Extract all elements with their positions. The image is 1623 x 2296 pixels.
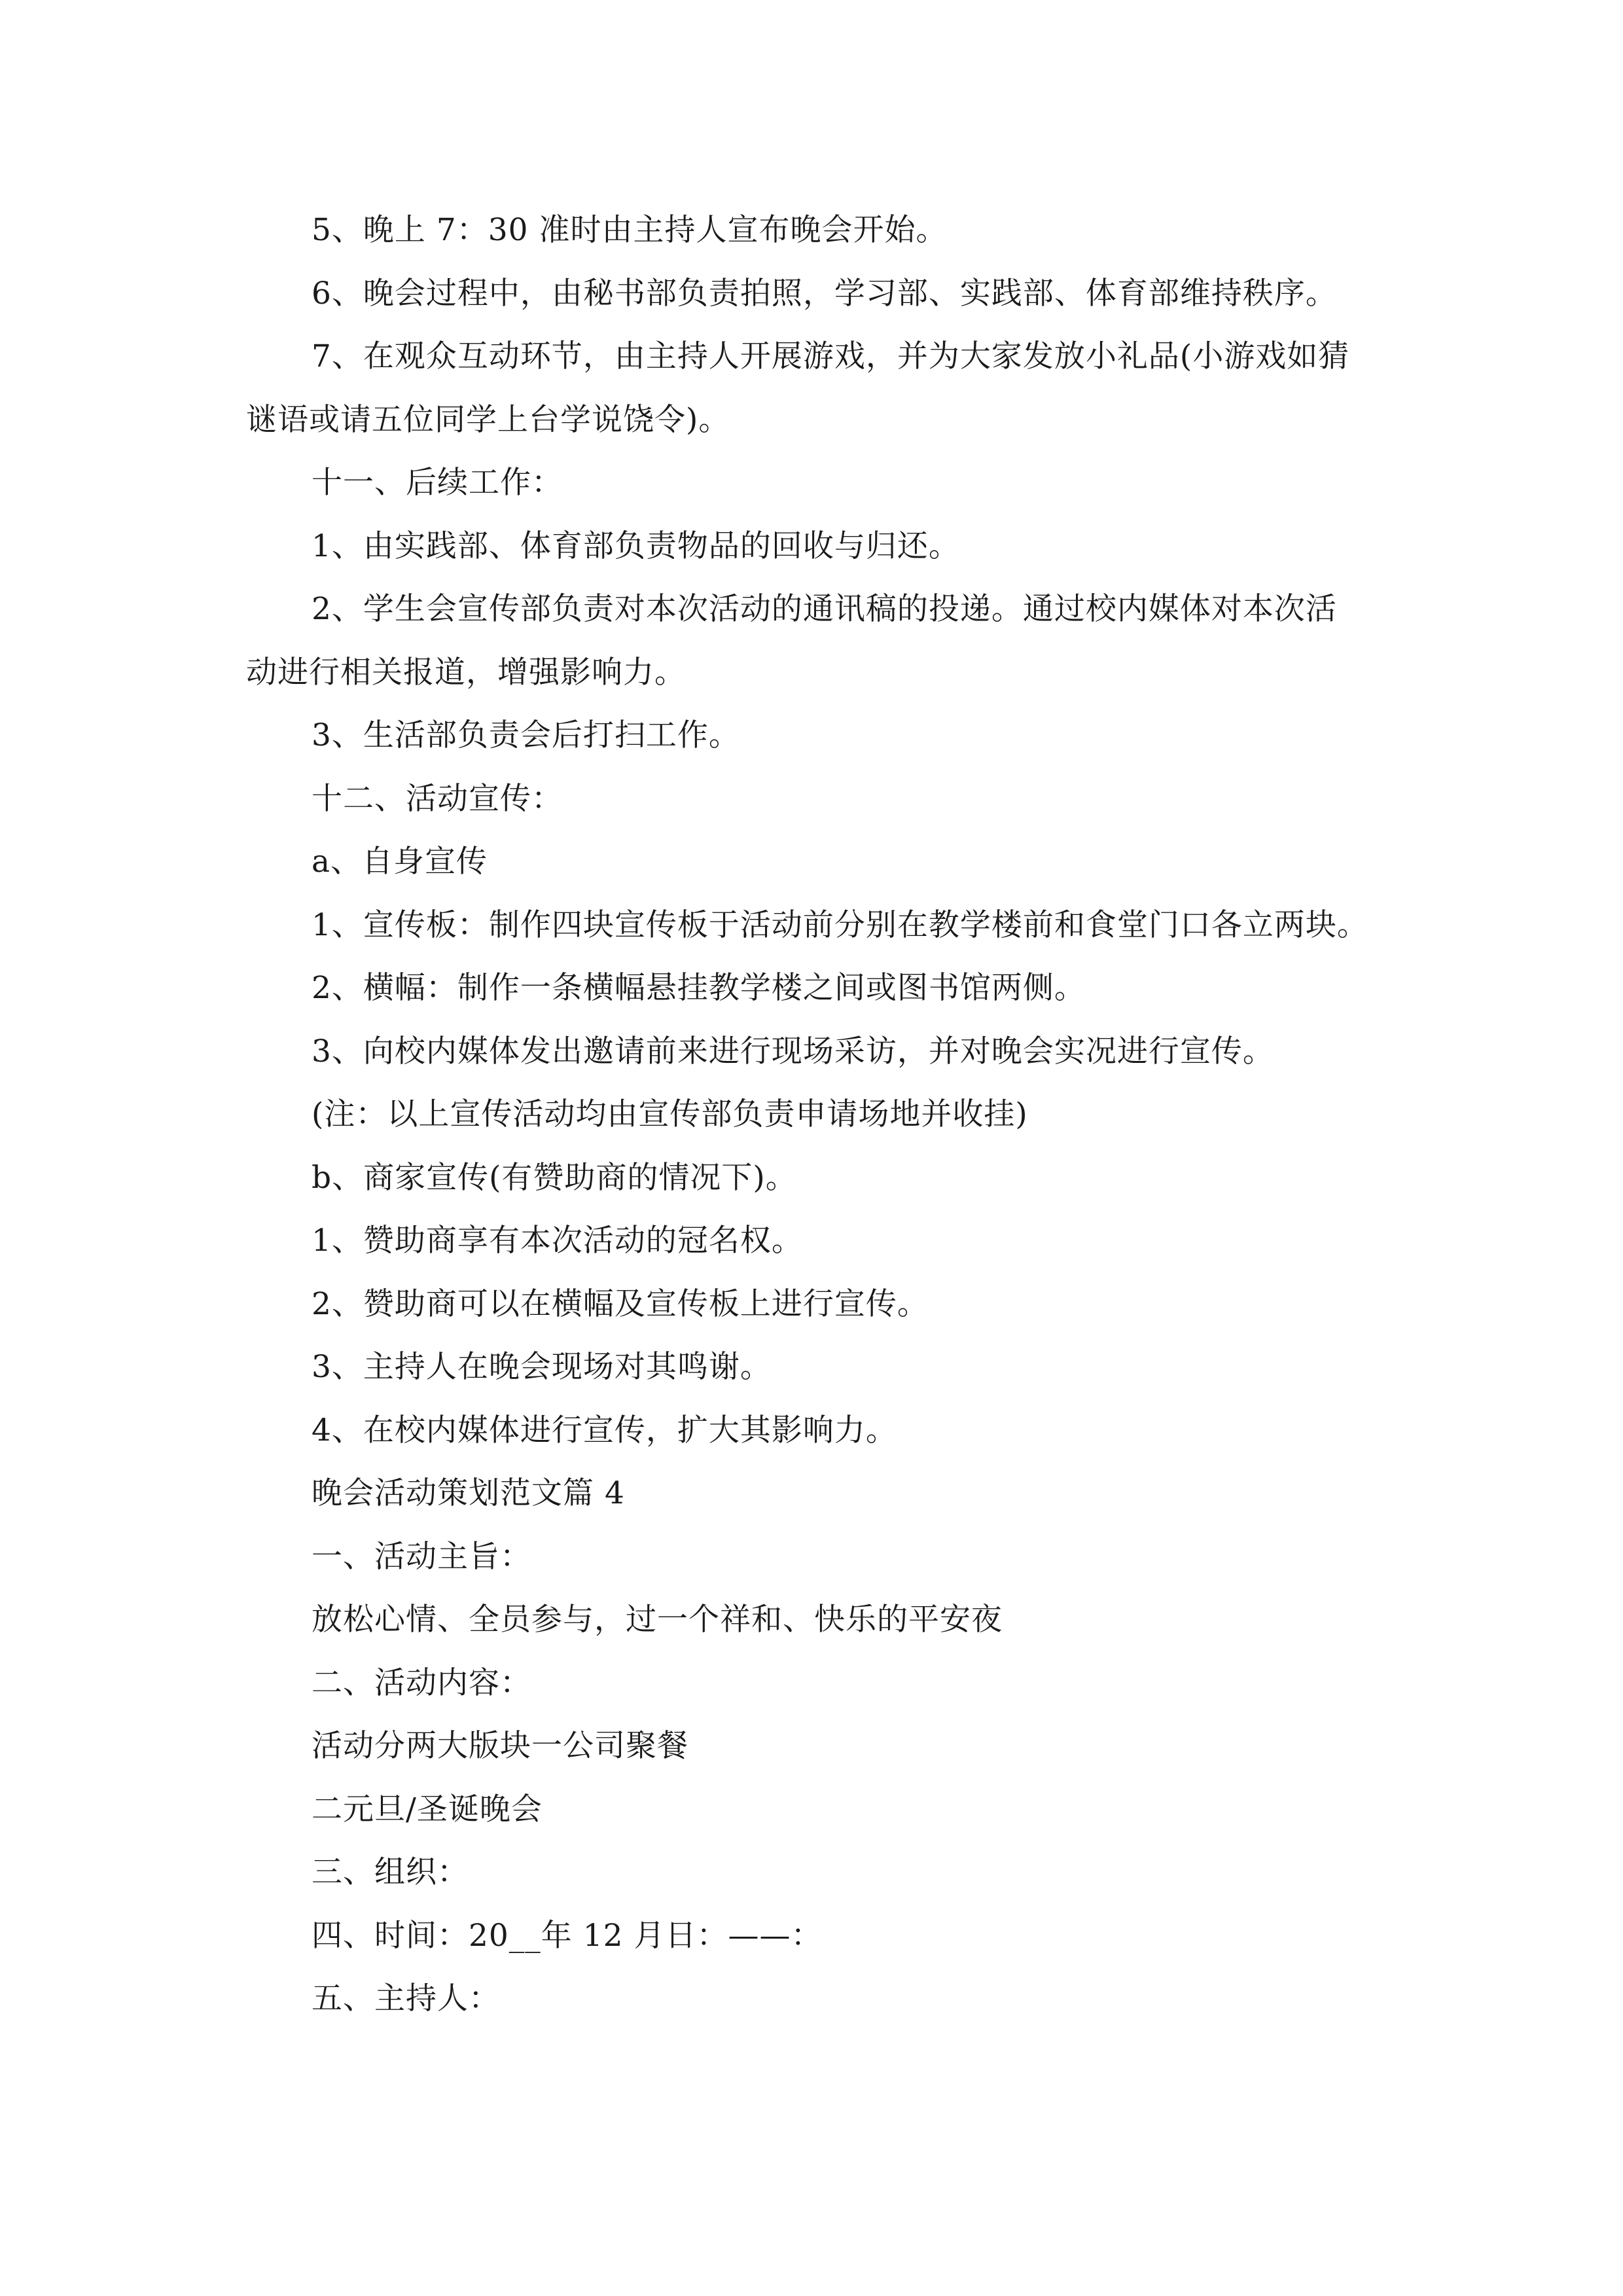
text-line: 二、活动内容： [312,1665,531,1701]
text-line: (注：以上宣传活动均由宣传部负责申请场地并收挂) [312,1096,1028,1132]
section-heading: 晚会活动策划范文篇 4 [312,1475,625,1511]
text-line: 2、横幅：制作一条横幅悬挂教学楼之间或图书馆两侧。 [312,970,1086,1006]
text-line: 五、主持人： [312,1981,500,2017]
text-line: 5、晚上 7：30 准时由主持人宣布晚会开始。 [312,212,948,248]
text-line: 三、组织： [312,1854,469,1890]
text-line: 活动分两大版块一公司聚餐 [312,1728,688,1764]
text-line: 十二、活动宣传： [312,781,563,817]
text-line: 十一、后续工作： [312,465,563,501]
text-line: 3、生活部负责会后打扫工作。 [312,717,740,753]
text-line: 谜语或请五位同学上台学说饶令)。 [246,402,730,438]
text-line: 2、赞助商可以在横幅及宣传板上进行宣传。 [312,1286,929,1322]
text-line: 2、学生会宣传部负责对本次活动的通讯稿的投递。通过校内媒体对本次活 [312,591,1337,627]
text-line: 动进行相关报道，增强影响力。 [246,655,686,691]
text-line: 3、向校内媒体发出邀请前来进行现场采访，并对晚会实况进行宣传。 [312,1033,1274,1069]
text-line: 一、活动主旨： [312,1539,531,1575]
text-line: b、商家宣传(有赞助商的情况下)。 [312,1160,797,1196]
text-line: 1、由实践部、体育部负责物品的回收与归还。 [312,528,960,564]
text-line: 4、在校内媒体进行宣传，扩大其影响力。 [312,1412,897,1448]
text-line: 1、宣传板：制作四块宣传板于活动前分别在教学楼前和食堂门口各立两块。 [312,907,1368,943]
text-line: 7、在观众互动环节，由主持人开展游戏，并为大家发放小礼品(小游戏如猜 [312,338,1350,374]
text-line: 二元旦/圣诞晚会 [312,1791,543,1827]
text-line: a、自身宣传 [312,844,488,880]
text-line: 放松心情、全员参与，过一个祥和、快乐的平安夜 [312,1602,1003,1638]
text-line: 1、赞助商享有本次活动的冠名权。 [312,1223,803,1259]
text-line: 四、时间：20__年 12 月日：——： [312,1918,823,1954]
text-line: 3、主持人在晚会现场对其鸣谢。 [312,1349,772,1385]
text-line: 6、晚会过程中，由秘书部负责拍照，学习部、实践部、体育部维持秩序。 [312,276,1337,312]
